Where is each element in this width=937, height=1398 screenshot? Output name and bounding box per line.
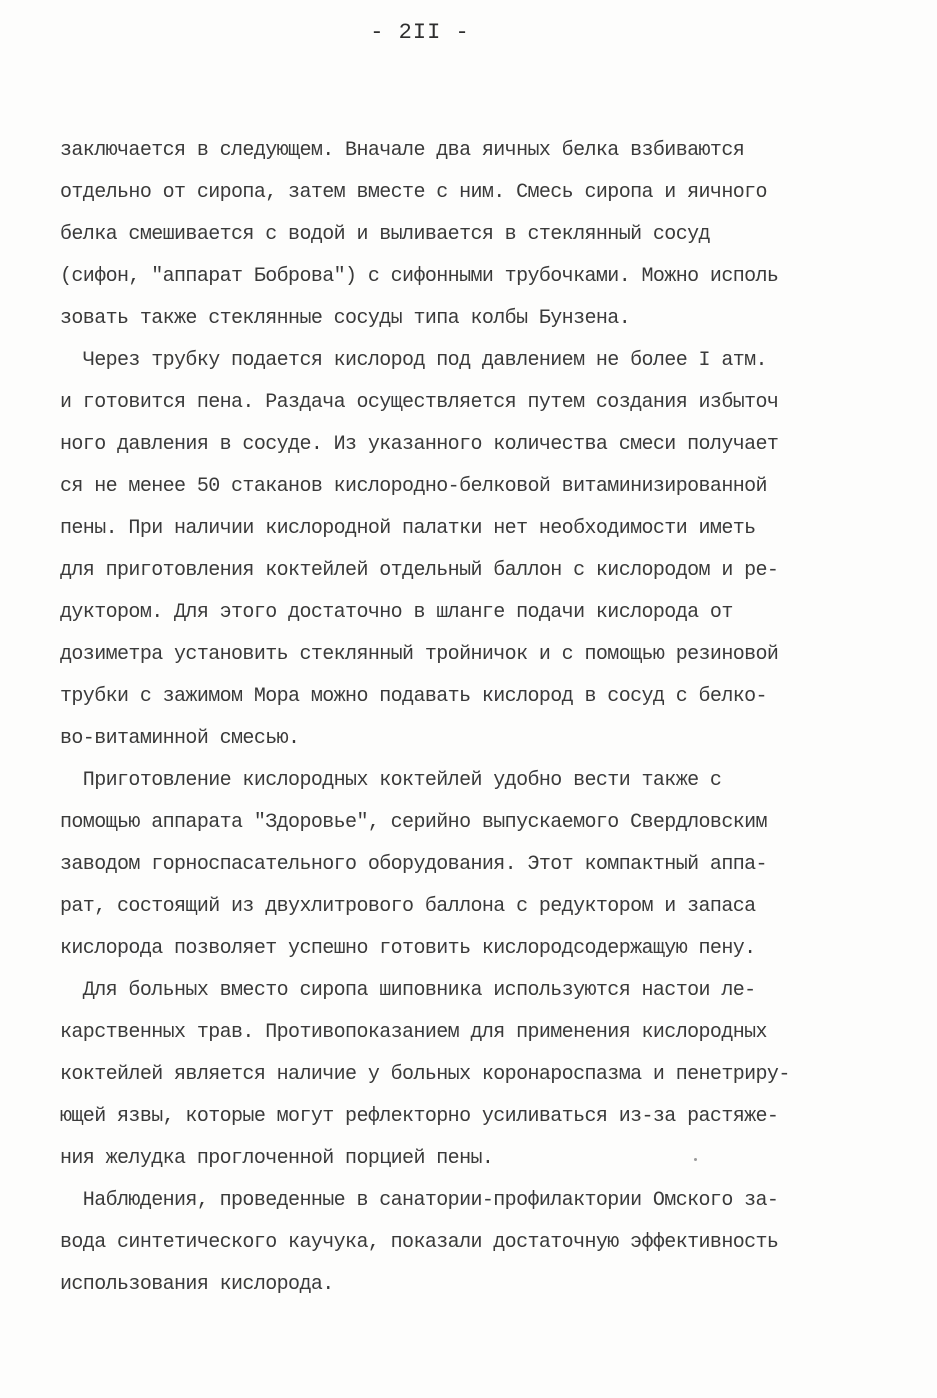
text-line: Наблюдения, проведенные в санатории-профилактории Омского за- <box>60 1189 779 1212</box>
text-line: (сифон, "аппарат Боброва") с сифонными трубочками. Можно исполь <box>60 265 779 288</box>
text-line: пены. При наличии кислородной палатки нет необходимости иметь <box>60 517 756 540</box>
text-line: Для больных вместо сиропа шиповника используются настои ле- <box>60 979 756 1002</box>
paper-speck <box>694 1158 697 1161</box>
text-line: Приготовление кислородных коктейлей удобно вести также с <box>60 769 722 792</box>
paragraph-3 <box>60 760 880 970</box>
text-line: ного давления в сосуде. Из указанного количества смеси получает <box>60 433 779 456</box>
text-line: ющей язвы, которые могут рефлекторно усиливаться из-за растяже- <box>60 1105 779 1128</box>
text-line: ния желудка проглоченной порцией пены. <box>60 1147 494 1170</box>
text-line: белка смешивается с водой и выливается в стеклянный сосуд <box>60 223 710 246</box>
text-line: коктейлей является наличие у больных коронароспазма и пенетриру- <box>60 1063 790 1086</box>
text-line: использования кислорода. <box>60 1273 334 1296</box>
text-line: заводом горноспасательного оборудования. Этот компактный аппа- <box>60 853 767 876</box>
text-line: для приготовления коктейлей отдельный баллон с кислородом и ре- <box>60 559 779 582</box>
text-line: дозиметра установить стеклянный тройничок и с помощью резиновой <box>60 643 779 666</box>
text-line: вода синтетического каучука, показали достаточную эффективность <box>60 1231 779 1254</box>
paragraph-1 <box>60 130 880 340</box>
text-line: дуктором. Для этого достаточно в шланге подачи кислорода от <box>60 601 733 624</box>
body-text <box>60 130 880 1306</box>
paragraph-5 <box>60 1180 880 1306</box>
text-line: трубки с зажимом Мора можно подавать кислород в сосуд с белко- <box>60 685 767 708</box>
text-line: во-витаминной смесью. <box>60 727 300 750</box>
paragraph-4 <box>60 970 880 1180</box>
text-line: карственных трав. Противопоказанием для применения кислородных <box>60 1021 767 1044</box>
text-line: ся не менее 50 стаканов кислородно-белковой витаминизированной <box>60 475 767 498</box>
text-line: рат, состоящий из двухлитрового баллона с редуктором и запаса <box>60 895 756 918</box>
text-line: помощью аппарата "Здоровье", серийно выпускаемого Свердловским <box>60 811 767 834</box>
text-line: отдельно от сиропа, затем вместе с ним. Смесь сиропа и яичного <box>60 181 767 204</box>
page-number: - 2II - <box>370 20 470 45</box>
text-line: кислорода позволяет успешно готовить кислородсодержащую пену. <box>60 937 756 960</box>
paragraph-2 <box>60 340 880 760</box>
text-line: Через трубку подается кислород под давлением не более I атм. <box>60 349 767 372</box>
text-line: зовать также стеклянные сосуды типа колбы Бунзена. <box>60 307 631 330</box>
text-line: и готовится пена. Раздача осуществляется путем создания избыточ <box>60 391 779 414</box>
text-line: заключается в следующем. Вначале два яичных белка взбиваются <box>60 139 745 162</box>
